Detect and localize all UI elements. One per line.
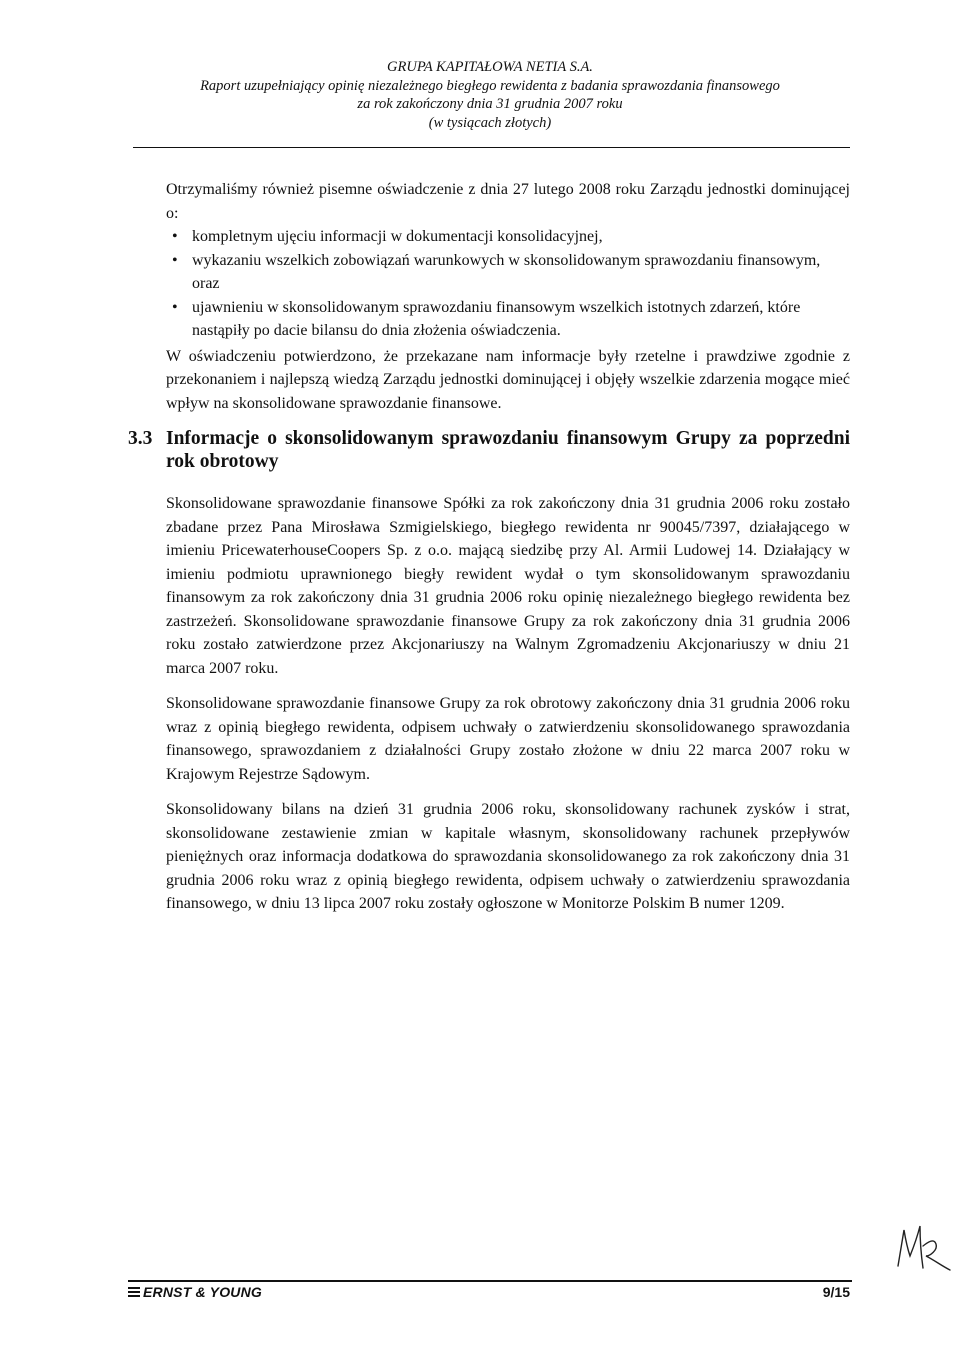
logo-text: ERNST & YOUNG bbox=[143, 1284, 263, 1300]
paragraph-audit: Skonsolidowane sprawozdanie finansowe Spółki za rok zakończony dnia 31 grudnia 2006 roku zostało zbadane przez Pana Mirosława Szmigielskiego, biegłego rewidenta nr 90045/7397, działającego w imieniu PricewaterhouseCoopers Sp. z o.o. mającą siedzibę przy Al. Armii Ludowej 14. Działający w imieniu podmiotu uprawnionego biegły rewident wydał o tym skonsolidowanym sprawozdaniu finansowym za rok zakończony dnia 31 grudnia 2006 roku opinię niezależnego biegłego rewidenta bez zastrzeżeń. Skonsolidowane sprawozdanie finansowe Grupy za rok zakończony dnia 31 grudnia 2006 roku zostało zatwierdzone przez Akcjonariuszy na Walnym Zgromadzeniu Akcjonariuszy w dniu 21 marca 2007 roku. bbox=[166, 495, 850, 677]
paragraph-publication: Skonsolidowany bilans na dzień 31 grudnia 2006 roku, skonsolidowany rachunek zysków i strat, skonsolidowane zestawienie zmian w kapitale własnym, skonsolidowany rachunek przepływów pieniężnych oraz informacja dodatkowa do sprawozdania skonsolidowanego za rok zakończony dnia 31 grudnia 2006 roku wraz z opinią biegłego rewidenta, odpisem uchwały o zatwierdzeniu sprawozdania finansowego, w dniu 13 lipca 2007 roku zostały ogłoszone w Monitorze Polskim B numer 1209. bbox=[166, 801, 850, 912]
bullet-item: • kompletnym ujęciu informacji w dokumentacji konsolidacyjnej, bbox=[166, 225, 850, 249]
handwritten-signature bbox=[890, 1216, 960, 1276]
footer-divider bbox=[128, 1280, 852, 1282]
bullet-item: • wykazaniu wszelkich zobowiązań warunkowych w skonsolidowanym sprawozdaniu finansowym, oraz bbox=[166, 249, 850, 296]
ey-logo-icon bbox=[128, 1287, 140, 1298]
page-header bbox=[130, 58, 850, 132]
ernst-young-logo bbox=[128, 1284, 262, 1300]
bullet-list bbox=[166, 225, 850, 343]
page-number: 9/15 bbox=[822, 1284, 850, 1300]
section-title: Informacje o skonsolidowanym sprawozdaniu finansowym Grupy za poprzedni rok obrotowy bbox=[166, 428, 850, 472]
bullet-item: • ujawnieniu w skonsolidowanym sprawozdaniu finansowym wszelkich istotnych zdarzeń, które nastąpiły po dacie bilansu do dnia złożenia oświadczenia. bbox=[166, 296, 850, 343]
representation-section bbox=[166, 178, 850, 415]
header-report-title: Raport uzupełniający opinię niezależnego biegłego rewidenta z badania sprawozdania finansowego bbox=[200, 77, 780, 94]
previous-year-section bbox=[166, 492, 850, 916]
header-units: (w tysiącach złotych) bbox=[428, 114, 552, 131]
section-number: 3.3 bbox=[128, 428, 153, 449]
confirmation-paragraph: W oświadczeniu potwierdzono, że przekazane nam informacje były rzetelne i prawdziwe zgodnie z przekonaniem i najlepszą wiedzą Zarządu jednostki dominującej i objęły wszelkie zdarzenia mogące mieć wpływ na skonsolidowane sprawozdanie finansowe. bbox=[166, 347, 850, 412]
paragraph-filing: Skonsolidowane sprawozdanie finansowe Grupy za rok obrotowy zakończony dnia 31 grudnia 2006 roku wraz z opinią biegłego rewidenta, odpisem uchwały o zatwierdzeniu skonsolidowanego sprawozdania finansowego, sprawozdaniem z działalności Grupy zostało złożone w dniu 22 marca 2007 roku w Krajowym Rejestrze Sądowym. bbox=[166, 695, 850, 783]
header-period: za rok zakończony dnia 31 grudnia 2007 roku bbox=[357, 96, 623, 112]
intro-paragraph: Otrzymaliśmy również pisemne oświadczenie z dnia 27 lutego 2008 roku Zarządu jednostki dominującej o: bbox=[166, 181, 850, 222]
header-divider bbox=[133, 147, 850, 148]
header-company: GRUPA KAPITAŁOWA NETIA S.A. bbox=[387, 59, 593, 75]
section-heading bbox=[128, 427, 850, 473]
